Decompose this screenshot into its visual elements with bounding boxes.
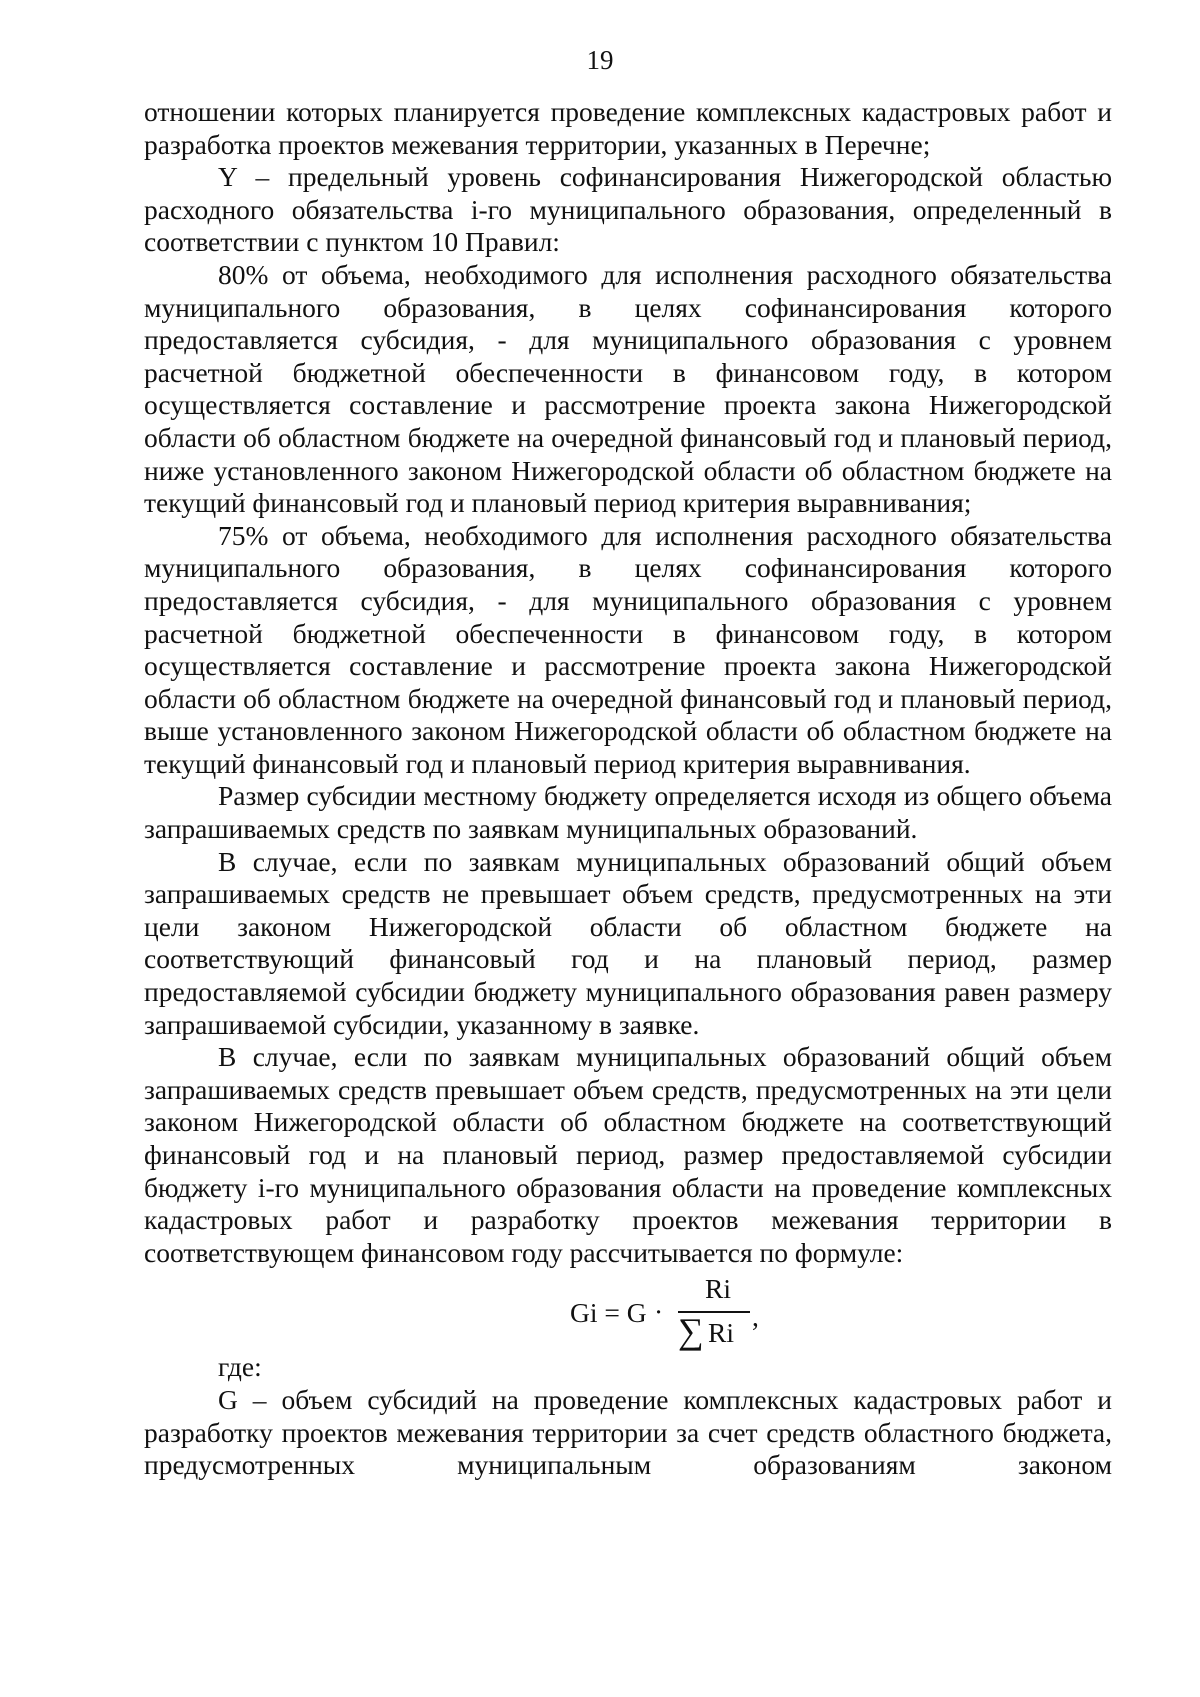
- sum-symbol: ∑: [678, 1311, 704, 1352]
- paragraphs-bottom: [144, 1351, 1112, 1481]
- formula-lhs: Gi = G: [570, 1297, 647, 1329]
- formula: [144, 1273, 1112, 1351]
- formula-numerator: Ri: [705, 1273, 731, 1305]
- paragraph: Y – предельный уровень софинансирования Нижегородской областью расходного обязательства i-го муниципального образования, определенный в соответствии с пунктом 10 Правил:: [144, 161, 1112, 258]
- formula-operator: ·: [654, 1296, 664, 1328]
- document-body: [144, 96, 1112, 1482]
- paragraph: отношении которых планируется проведение комплексных кадастровых работ и разработка проектов межевания территории, указанных в Перечне;: [144, 96, 1112, 160]
- formula-comma: ,: [752, 1301, 759, 1333]
- paragraph: 75% от объема, необходимого для исполнения расходного обязательства муниципального образования, в целях софинансирования которого предоставляется субсидия, - для муниципального образования с уровнем расчетной бюджетной обеспеченности в финансовом году, в котором осуществляется составление и рассмотрение проекта закона Нижегородской области об областном бюджете на очередной финансовый год и плановый период, выше установленного законом Нижегородской области об областном бюджете на текущий финансовый год и плановый период критерия выравнивания.: [144, 519, 1112, 779]
- paragraphs-top: [144, 96, 1112, 1269]
- paragraph: G – объем субсидий на проведение комплексных кадастровых работ и разработку проектов межевания территории за счет средств областного бюджета, предусмотренных муниципальным образованиям законом: [144, 1383, 1112, 1481]
- paragraph: где:: [218, 1351, 262, 1383]
- formula-denominator: Ri: [708, 1317, 734, 1349]
- page-number: 19: [586, 45, 614, 75]
- paragraph: Размер субсидии местному бюджету определяется исходя из общего объема запрашиваемых средств по заявкам муниципальных образований.: [144, 780, 1112, 845]
- paragraph: 80% от объема, необходимого для исполнения расходного обязательства муниципального образования, в целях софинансирования которого предоставляется субсидия, - для муниципального образования с уровнем расчетной бюджетной обеспеченности в финансовом году, в котором осуществляется составление и рассмотрение проекта закона Нижегородской области об областном бюджете на очередной финансовый год и плановый период, ниже установленного законом Нижегородской области об областном бюджете на текущий финансовый год и плановый период критерия выравнивания;: [144, 258, 1112, 519]
- paragraph: В случае, если по заявкам муниципальных образований общий объем запрашиваемых средств превышает объем средств, предусмотренных на эти цели законом Нижегородской области об областном бюджете на соответствующий финансовый год и на плановый период, размер предоставляемой субсидии бюджету i-го муниципального образования области на проведение комплексных кадастровых работ и разработку проектов межевания территории в соответствующем финансовом году рассчитывается по формуле:: [144, 1041, 1112, 1268]
- paragraph: В случае, если по заявкам муниципальных образований общий объем запрашиваемых средств не превышает объем средств, предусмотренных на эти цели законом Нижегородской области об областном бюджете на соответствующий финансовый год и на плановый период, размер предоставляемой субсидии бюджету муниципального образования равен размеру запрашиваемой субсидии, указанному в заявке.: [144, 845, 1112, 1040]
